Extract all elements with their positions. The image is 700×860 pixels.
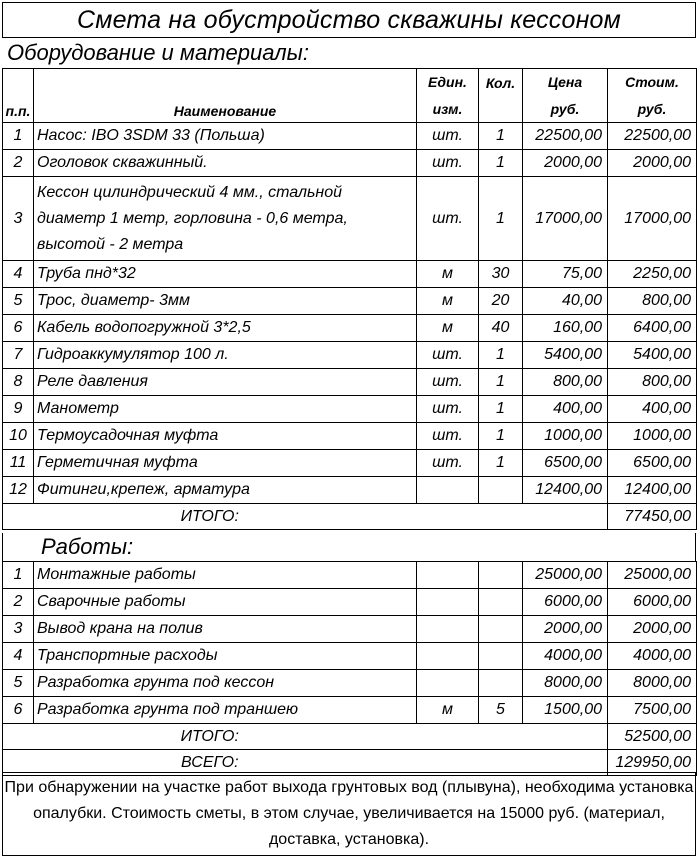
item-unit: м xyxy=(417,261,479,288)
item-quantity: 1 xyxy=(479,423,523,450)
header-price-bottom: руб. xyxy=(523,96,608,123)
item-name: Труба пнд*32 xyxy=(34,261,417,288)
item-quantity xyxy=(479,562,523,589)
header-qty: Кол. xyxy=(479,69,523,123)
item-quantity: 20 xyxy=(479,288,523,315)
row-number: 8 xyxy=(3,369,34,396)
item-unit: шт. xyxy=(417,450,479,477)
row-number: 2 xyxy=(3,150,34,177)
total-label: ВСЕГО: xyxy=(3,750,417,776)
item-price: 1000,00 xyxy=(523,423,608,450)
row-number: 4 xyxy=(3,261,34,288)
total-spacer xyxy=(417,724,608,750)
table-row xyxy=(3,315,697,342)
row-number: 2 xyxy=(3,589,34,616)
item-unit: шт. xyxy=(417,342,479,369)
total-value: 129950,00 xyxy=(608,750,697,776)
materials-section-heading: Оборудование и материалы: xyxy=(7,40,309,65)
row-number: 1 xyxy=(3,123,34,150)
header-pp-top xyxy=(3,69,34,96)
table-row xyxy=(3,396,697,423)
header-cost-top: Стоим. xyxy=(608,69,697,96)
item-name: Кессон цилиндрический 4 мм., стальной диаметр 1 метр, горловина - 0,6 метра, высотой - 2 метра xyxy=(34,177,417,261)
row-number: 5 xyxy=(3,670,34,697)
item-price: 2000,00 xyxy=(523,150,608,177)
item-name: Манометр xyxy=(34,396,417,423)
item-unit: шт. xyxy=(417,177,479,261)
item-price: 22500,00 xyxy=(523,123,608,150)
header-name-top xyxy=(34,69,417,96)
row-number: 12 xyxy=(3,477,34,504)
item-name: Реле давления xyxy=(34,369,417,396)
row-number: 9 xyxy=(3,396,34,423)
item-quantity xyxy=(479,616,523,643)
item-name: Разработка грунта под траншею xyxy=(34,697,417,724)
item-unit: м xyxy=(417,288,479,315)
works-table xyxy=(2,561,697,776)
item-price: 2000,00 xyxy=(523,616,608,643)
row-number: 3 xyxy=(3,616,34,643)
row-number: 6 xyxy=(3,315,34,342)
item-price: 400,00 xyxy=(523,396,608,423)
header-cost-bottom: руб. xyxy=(608,96,697,123)
item-quantity: 1 xyxy=(479,342,523,369)
item-cost: 1000,00 xyxy=(608,423,697,450)
header-name: Наименование xyxy=(34,96,417,123)
item-quantity: 1 xyxy=(479,123,523,150)
item-cost: 25000,00 xyxy=(608,562,697,589)
item-unit xyxy=(417,643,479,670)
table-row xyxy=(3,423,697,450)
item-unit: м xyxy=(417,697,479,724)
item-cost: 8000,00 xyxy=(608,670,697,697)
materials-table xyxy=(2,68,697,530)
item-cost: 2000,00 xyxy=(608,150,697,177)
item-unit: шт. xyxy=(417,123,479,150)
total-label: ИТОГО: xyxy=(3,504,417,530)
table-row xyxy=(3,369,697,396)
item-quantity: 1 xyxy=(479,450,523,477)
item-cost: 2000,00 xyxy=(608,616,697,643)
item-cost: 6400,00 xyxy=(608,315,697,342)
item-cost: 5400,00 xyxy=(608,342,697,369)
item-price: 6000,00 xyxy=(523,589,608,616)
item-price: 17000,00 xyxy=(523,177,608,261)
item-name: Герметичная муфта xyxy=(34,450,417,477)
table-row xyxy=(3,562,697,589)
row-number: 7 xyxy=(3,342,34,369)
item-unit xyxy=(417,616,479,643)
item-unit xyxy=(417,477,479,504)
table-row xyxy=(3,477,697,504)
item-price: 75,00 xyxy=(523,261,608,288)
table-row xyxy=(3,123,697,150)
table-row xyxy=(3,261,697,288)
item-quantity: 5 xyxy=(479,697,523,724)
table-row xyxy=(3,288,697,315)
item-cost: 7500,00 xyxy=(608,697,697,724)
item-unit: шт. xyxy=(417,396,479,423)
item-cost: 12400,00 xyxy=(608,477,697,504)
item-cost: 2250,00 xyxy=(608,261,697,288)
header-pp: п.п. xyxy=(3,96,34,123)
item-price: 40,00 xyxy=(523,288,608,315)
item-quantity xyxy=(479,670,523,697)
item-unit: шт. xyxy=(417,150,479,177)
item-quantity: 1 xyxy=(479,177,523,261)
item-name: Трос, диаметр- 3мм xyxy=(34,288,417,315)
header-price-top: Цена xyxy=(523,69,608,96)
table-row xyxy=(3,450,697,477)
header-unit-top: Един. xyxy=(417,69,479,96)
table-row xyxy=(3,643,697,670)
header-unit-bottom: изм. xyxy=(417,96,479,123)
item-quantity xyxy=(479,589,523,616)
item-quantity xyxy=(479,477,523,504)
item-price: 5400,00 xyxy=(523,342,608,369)
item-unit xyxy=(417,589,479,616)
total-value: 77450,00 xyxy=(608,504,697,530)
item-price: 12400,00 xyxy=(523,477,608,504)
item-name: Насос: IBO 3SDM 33 (Польша) xyxy=(34,123,417,150)
row-number: 3 xyxy=(3,177,34,261)
item-cost: 400,00 xyxy=(608,396,697,423)
total-spacer xyxy=(417,504,608,530)
groundwater-note: При обнаружении на участке работ выхода грунтовых вод (плывуна), необходима установка опалубки. Стоимость сметы, в этом случае, увеличивается на 15000 руб. (материал, доставка, установка). xyxy=(2,772,696,856)
item-name: Фитинги,крепеж, арматура xyxy=(34,477,417,504)
row-number: 10 xyxy=(3,423,34,450)
row-number: 1 xyxy=(3,562,34,589)
works-total-row xyxy=(3,724,697,750)
item-price: 25000,00 xyxy=(523,562,608,589)
works-section-heading: Работы: xyxy=(2,533,696,561)
row-number: 4 xyxy=(3,643,34,670)
item-quantity: 1 xyxy=(479,150,523,177)
item-cost: 800,00 xyxy=(608,288,697,315)
item-cost: 17000,00 xyxy=(608,177,697,261)
item-price: 8000,00 xyxy=(523,670,608,697)
item-quantity xyxy=(479,643,523,670)
item-cost: 6000,00 xyxy=(608,589,697,616)
item-name: Сварочные работы xyxy=(34,589,417,616)
item-quantity: 1 xyxy=(479,396,523,423)
table-row xyxy=(3,177,697,261)
row-number: 5 xyxy=(3,288,34,315)
row-number: 6 xyxy=(3,697,34,724)
item-cost: 6500,00 xyxy=(608,450,697,477)
item-price: 4000,00 xyxy=(523,643,608,670)
table-row xyxy=(3,150,697,177)
item-quantity: 1 xyxy=(479,369,523,396)
table-row xyxy=(3,589,697,616)
table-row xyxy=(3,342,697,369)
materials-total-row xyxy=(3,504,697,530)
item-name: Кабель водопогружной 3*2,5 xyxy=(34,315,417,342)
item-name: Транспортные расходы xyxy=(34,643,417,670)
item-cost: 4000,00 xyxy=(608,643,697,670)
item-price: 800,00 xyxy=(523,369,608,396)
item-unit: м xyxy=(417,315,479,342)
item-unit: шт. xyxy=(417,423,479,450)
item-price: 1500,00 xyxy=(523,697,608,724)
item-price: 160,00 xyxy=(523,315,608,342)
item-name: Оголовок скважинный. xyxy=(34,150,417,177)
item-name: Термоусадочная муфта xyxy=(34,423,417,450)
item-name: Разработка грунта под кессон xyxy=(34,670,417,697)
table-row xyxy=(3,697,697,724)
table-row xyxy=(3,670,697,697)
item-quantity: 40 xyxy=(479,315,523,342)
item-unit: шт. xyxy=(417,369,479,396)
row-number: 11 xyxy=(3,450,34,477)
item-name: Гидроаккумулятор 100 л. xyxy=(34,342,417,369)
total-label: ИТОГО: xyxy=(3,724,417,750)
document-title: Смета на обустройство скважины кессоном xyxy=(2,2,696,38)
item-cost: 800,00 xyxy=(608,369,697,396)
item-unit xyxy=(417,670,479,697)
item-unit xyxy=(417,562,479,589)
table-row xyxy=(3,616,697,643)
item-name: Вывод крана на полив xyxy=(34,616,417,643)
item-price: 6500,00 xyxy=(523,450,608,477)
item-cost: 22500,00 xyxy=(608,123,697,150)
item-quantity: 30 xyxy=(479,261,523,288)
total-value: 52500,00 xyxy=(608,724,697,750)
item-name: Монтажные работы xyxy=(34,562,417,589)
